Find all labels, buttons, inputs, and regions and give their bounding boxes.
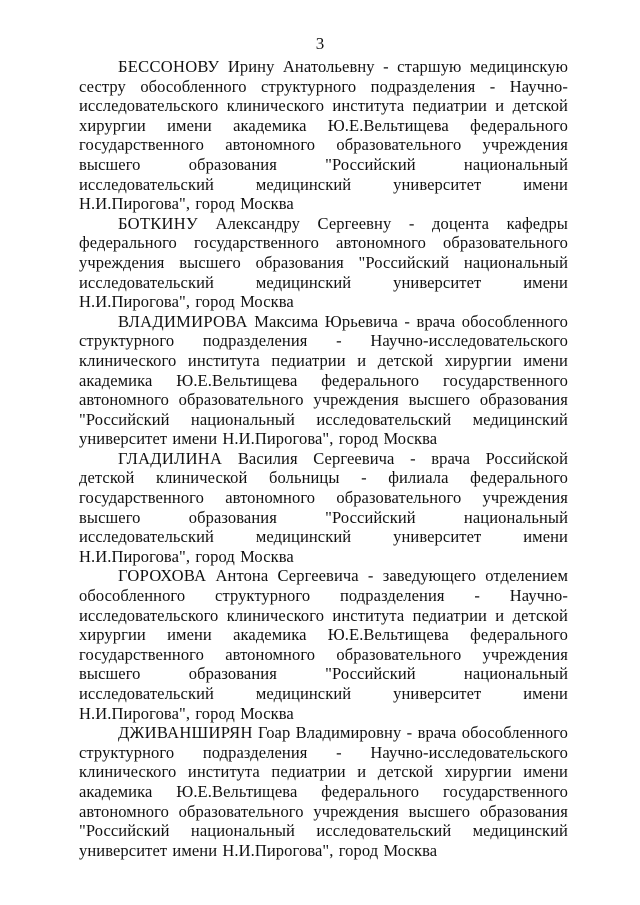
entry-gorokhov: [79, 566, 568, 723]
entry-gladilin: [79, 449, 568, 567]
entry-surname: ВЛАДИМИРОВА: [118, 311, 248, 331]
page-number: 3: [315, 34, 325, 53]
entry-surname: ГЛАДИЛИНА: [118, 448, 223, 468]
entry-surname: БЕССОНОВУ: [118, 57, 220, 76]
entry-botkina: [79, 214, 568, 312]
entry-text: Александру Сергеевну - доцента кафедры федерального государственного автономного образовательного учреждения высшего образования "Российский национальный исследовательский медицинский университет имени Н.И.Пирогова", город Москва: [79, 213, 568, 312]
entry-text: Антона Сергеевича - заведующего отделением обособленного структурного подразделения - Научно-исследовательского клинического института педиатрии и детской хирургии имени академика Ю.Е.Вельтищева федерального государственного автономного образовательного учреждения высшего образования "Российский национальный исследовательский медицинский университет имени Н.И.Пирогова", город Москва: [79, 566, 568, 723]
entry-surname: ГОРОХОВА: [118, 566, 207, 586]
entry-text: Гоар Владимировну - врача обособленного структурного подразделения - Научно-исследовательского клинического института педиатрии и детской хирургии имени академика Ю.Е.Вельтищева федерального государственного автономного образовательного учреждения высшего образования "Российский национальный исследовательский медицинский университет имени Н.И.Пирогова", город Москва: [79, 723, 568, 860]
entry-bessonova: [79, 57, 568, 214]
entry-surname: БОТКИНУ: [118, 213, 198, 233]
entry-surname: ДЖИВАНШИРЯН: [118, 723, 253, 743]
entry-text: Ирину Анатольевну - старшую медицинскую сестру обособленного структурного подразделения - Научно-исследовательского клинического института педиатрии и детской хирургии имени академика Ю.Е.Вельтищева федерального государственного автономного образовательного учреждения высшего образования "Российский национальный исследовательский медицинский университет имени Н.И.Пирогова", город Москва: [79, 57, 568, 214]
entry-dzhivanshiryan: [79, 723, 568, 860]
entry-text: Максима Юрьевича - врача обособленного структурного подразделения - Научно-исследовательского клинического института педиатрии и детской хирургии имени академика Ю.Е.Вельтищева федерального государственного автономного образовательного учреждения высшего образования "Российский национальный исследовательский медицинский университет имени Н.И.Пирогова", город Москва: [79, 311, 568, 449]
entry-text: Василия Сергеевича - врача Российской детской клинической больницы - филиала федерального государственного автономного образовательного учреждения высшего образования "Российский национальный исследовательский медицинский университет имени Н.И.Пирогова", город Москва: [79, 448, 568, 566]
award-list: [79, 57, 568, 860]
entry-vladimirov: [79, 312, 568, 449]
